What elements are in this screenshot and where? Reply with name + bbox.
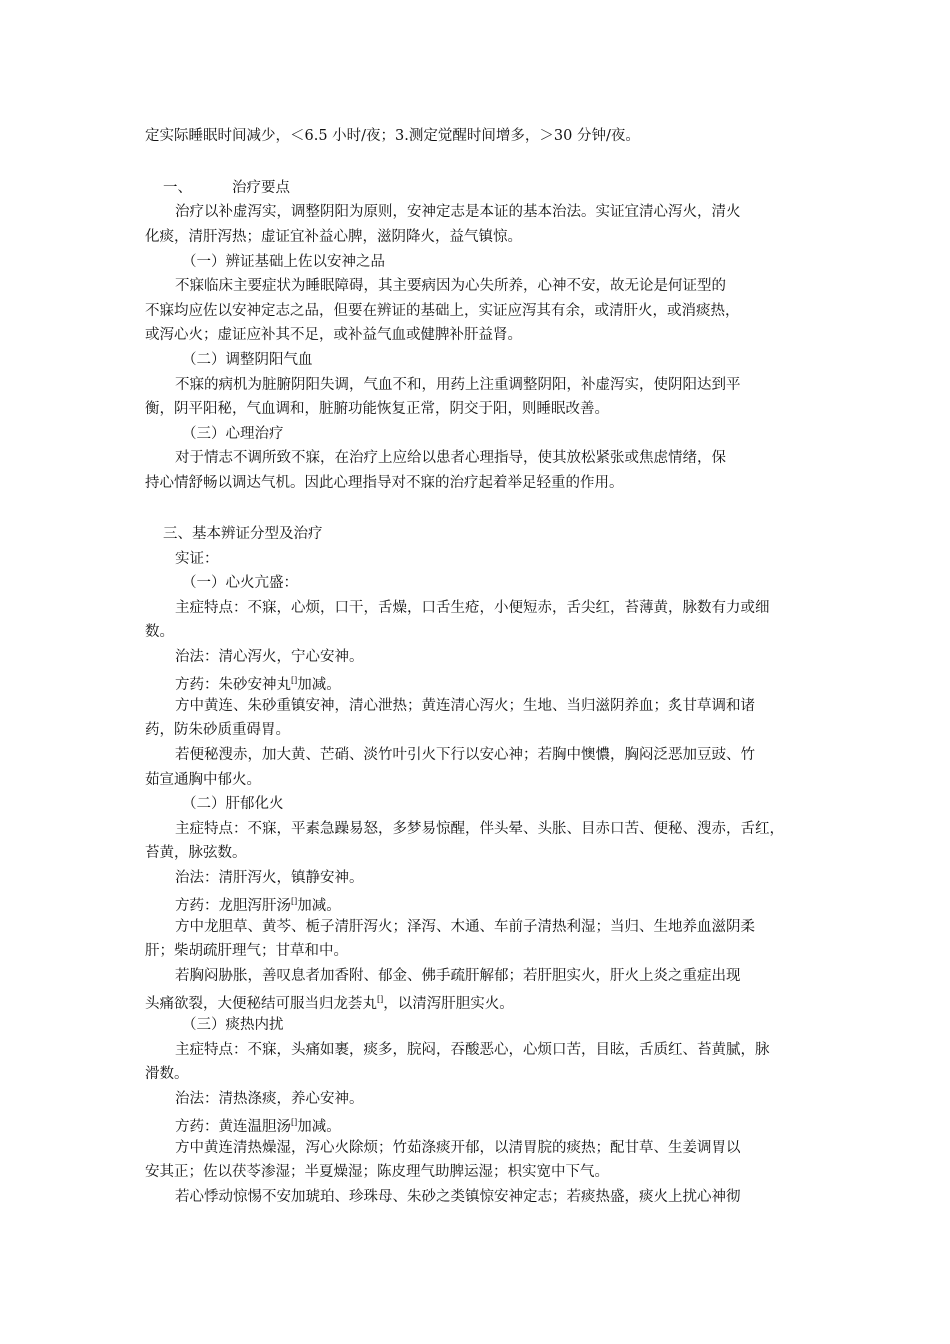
text-line: 肝；柴胡疏肝理气；甘草和中。 [145,943,348,959]
reference-mark: [] [291,1118,298,1127]
text-span: 加减。 [297,1119,341,1134]
text-line: 茹宣通胸中郁火。 [145,772,261,788]
subheading: （二）调整阴阳气血 [182,352,313,368]
section-title: 治疗要点 [232,180,290,196]
reference-mark: [] [291,897,298,906]
subheading: （三）心理治疗 [182,426,284,442]
text-line: 化痰，清肝泻热；虚证宜补益心脾，滋阴降火，益气镇惊。 [145,229,522,245]
section-number: 一、 [163,180,192,196]
text-span: 方药：朱砂安神丸 [175,677,291,692]
text-line: 衡，阴平阳秘，气血调和，脏腑功能恢复正常，阴交于阳，则睡眠改善。 [145,401,609,417]
text-line: 对于情志不调所致不寐，在治疗上应给以患者心理指导，使其放松紧张或焦虑情绪，保 [175,450,726,466]
text-line: 苔黄，脉弦数。 [145,845,247,861]
text-line: 主症特点：不寐，头痛如裹，痰多，脘闷，吞酸恶心，心烦口苦，目眩，舌质红、苔黄腻，脉 [175,1042,770,1058]
subheading: （三）痰热内扰 [182,1017,284,1033]
text-line: 方中龙胆草、黄芩、栀子清肝泻火；泽泻、木通、车前子清热利湿；当归、生地养血滋阴柔 [175,919,755,935]
text-line: 或泻心火；虚证应补其不足，或补益气血或健脾补肝益肾。 [145,327,522,343]
text-line: 主症特点：不寐，心烦，口干，舌燥，口舌生疮，小便短赤，舌尖红，苔薄黄，脉数有力或细 [175,600,770,616]
text-line: 持心情舒畅以调达气机。因此心理指导对不寐的治疗起着举足轻重的作用。 [145,475,624,491]
text-line: 安其正；佐以茯苓渗湿；半夏燥湿；陈皮理气助脾运湿；枳实宽中下气。 [145,1164,609,1180]
text-span: 加减。 [297,677,341,692]
text-line: 不寐临床主要症状为睡眠障碍，其主要病因为心失所养，心神不安，故无论是何证型的 [175,278,726,294]
text-line: 若便秘溲赤，加大黄、芒硝、淡竹叶引火下行以安心神；若胸中懊憹，胸闷泛恶加豆豉、竹 [175,747,755,763]
subheading: （一）心火亢盛： [182,575,298,591]
text-span: 加减。 [297,898,341,913]
text-line: 若胸闷胁胀，善叹息者加香附、郁金、佛手疏肝解郁；若肝胆实火，肝火上炎之重症出现 [175,968,741,984]
text-line [175,891,825,913]
text-line: 方中黄连、朱砂重镇安神，清心泄热；黄连清心泻火；生地、当归滋阴养血；炙甘草调和诸 [175,698,755,714]
subheading: （一）辨证基础上佐以安神之品 [182,254,385,270]
text-line: 主症特点：不寐，平素急躁易怒，多梦易惊醒，伴头晕、头胀、目赤口苦、便秘、溲赤，舌红， [175,821,784,837]
reference-mark: [] [377,995,384,1004]
text-line: 治法：清热涤痰，养心安神。 [175,1091,364,1107]
text-line: 治法：清心泻火，宁心安神。 [175,649,364,665]
text-line: 不寐的病机为脏腑阴阳失调，气血不和，用药上注重调整阴阳，补虚泻实，使阴阳达到平 [175,377,741,393]
text-line: 滑数。 [145,1066,189,1082]
text-line: 若心悸动惊惕不安加琥珀、珍珠母、朱砂之类镇惊安神定志；若痰热盛，痰火上扰心神彻 [175,1189,741,1205]
text-line: 定实际睡眠时间减少，＜6.5 小时/夜；3.测定觉醒时间增多，＞30 分钟/夜。 [145,128,640,144]
text-span: 方药：龙胆泻肝汤 [175,898,291,913]
reference-mark: [] [291,676,298,685]
text-line: 实证： [175,551,219,567]
subheading: （二）肝郁化火 [182,796,284,812]
text-line [175,670,825,692]
text-line: 数。 [145,624,174,640]
section-heading [163,177,843,199]
text-line [175,1112,825,1134]
text-span: ，以清泻肝胆实火。 [383,996,514,1011]
text-line: 治法：清肝泻火，镇静安神。 [175,870,364,886]
text-line: 方中黄连清热燥湿，泻心火除烦；竹茹涤痰开郁，以清胃脘的痰热；配甘草、生姜调胃以 [175,1140,741,1156]
text-span: 方药：黄连温胆汤 [175,1119,291,1134]
text-line: 治疗以补虚泻实，调整阴阳为原则，安神定志是本证的基本治法。实证宜清心泻火，清火 [175,204,741,220]
section-heading: 三、基本辨证分型及治疗 [163,526,323,542]
text-span: 头痛欲裂，大便秘结可服当归龙荟丸 [145,996,377,1011]
text-line: 药，防朱砂质重碍胃。 [145,722,290,738]
text-line: 不寐均应佐以安神定志之品，但要在辨证的基础上，实证应泻其有余，或清肝火，或消痰热， [145,303,740,319]
text-line [145,989,825,1011]
